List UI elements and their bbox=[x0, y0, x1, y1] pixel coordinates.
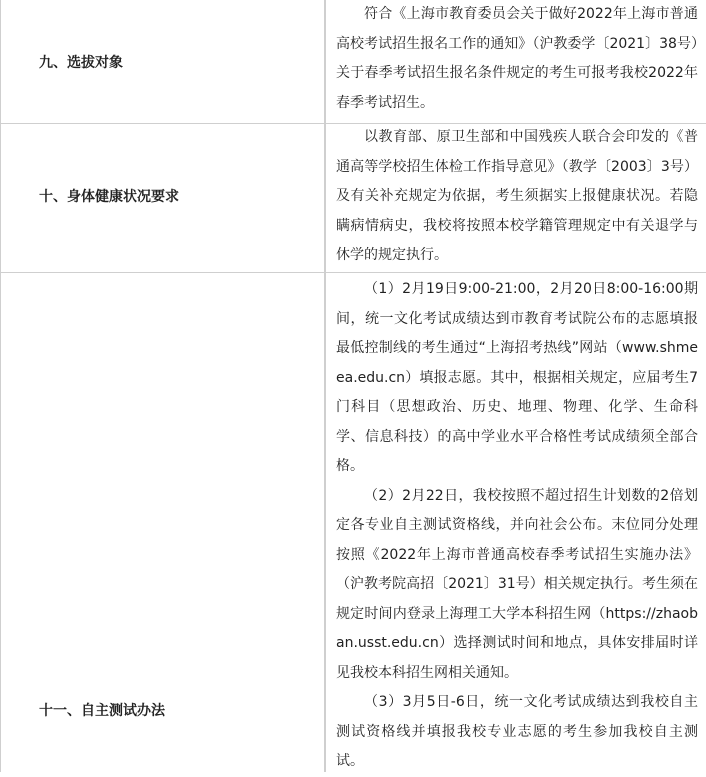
paragraph: （2）2月22日，我校按照不超过招生计划数的2倍划定各专业自主测试资格线，并向社会公布。末位同分处理按照《2022年上海市普通高校春季考试招生实施办法》（沪教考院高招〔2021〕31号）相关规定执行。考生须在规定时间内登录上海理工大学本科招生网（https://zhaoban.usst.edu.cn）选择测试时间和地点，具体安排届时详见我校本科招生网相关通知。 bbox=[336, 487, 698, 681]
row-label: 九、选拔对象 bbox=[39, 55, 123, 71]
paragraph: （1）2月19日9:00-21:00，2月20日8:00-16:00期间，统一文化考试成绩达到市教育考试院公布的志愿填报最低控制线的考生通过“上海招考热线”网站（www.shmeea.edu.cn）填报志愿。其中，根据相关规定，应届考生7门科目（思想政治、历史、地理、物理、化学、生命科学、信息科技）的高中学业水平合格性考试成绩须全部合格。 bbox=[336, 281, 698, 474]
row-content bbox=[336, 0, 698, 118]
row-content bbox=[336, 123, 698, 271]
row-content bbox=[336, 275, 698, 777]
paragraph: （3）3月5日-6日，统一文化考试成绩达到我校自主测试资格线并填报我校专业志愿的考生参加我校自主测试。 bbox=[336, 694, 698, 769]
table-row bbox=[0, 272, 706, 772]
table-row bbox=[0, 0, 706, 123]
paragraph: 符合《上海市教育委员会关于做好2022年上海市普通高校考试招生报名工作的通知》（沪教委学〔2021〕38号）关于春季考试招生报名条件规定的考生可报考我校2022年春季考试招生。 bbox=[336, 6, 698, 111]
paragraph: 以教育部、原卫生部和中国残疾人联合会印发的《普通高等学校招生体检工作指导意见》（教学〔2003〕3号）及有关补充规定为依据，考生须据实上报健康状况。若隐瞒病情病史，我校将按照本校学籍管理规定中有关退学与休学的规定执行。 bbox=[336, 129, 698, 263]
table-row bbox=[0, 123, 706, 272]
label-cell bbox=[0, 272, 326, 772]
label-cell bbox=[0, 123, 326, 272]
row-label: 十、身体健康状况要求 bbox=[39, 189, 179, 205]
label-cell bbox=[0, 0, 326, 123]
row-label: 十一、自主测试办法 bbox=[39, 703, 165, 719]
